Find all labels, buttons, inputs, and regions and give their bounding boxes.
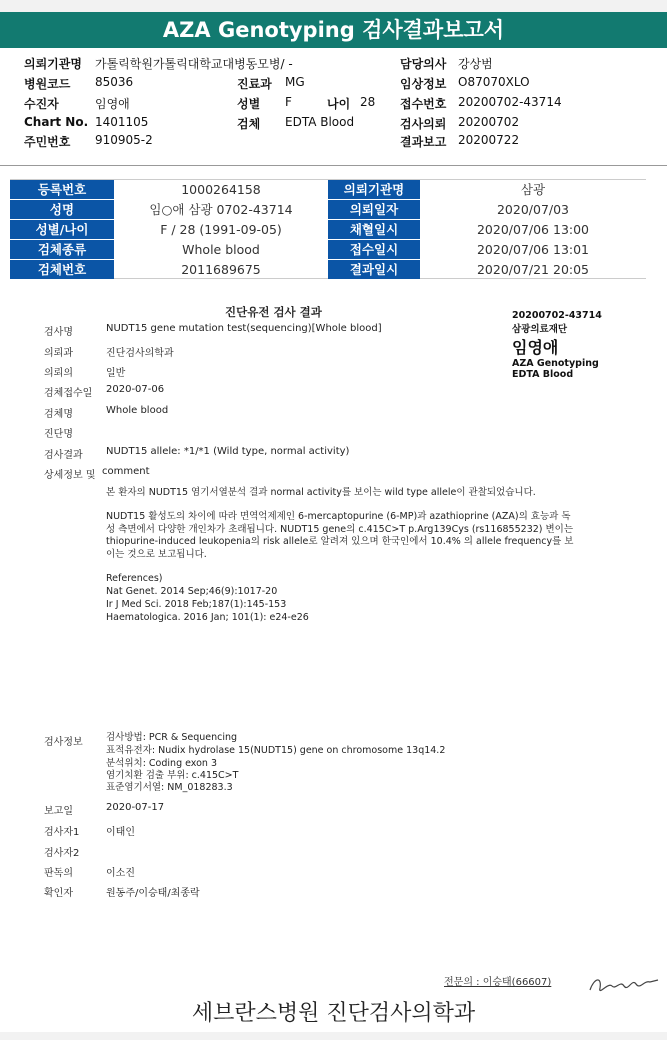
specimen-label: 검체 bbox=[237, 117, 261, 131]
chart-value: 1401105 bbox=[95, 115, 149, 129]
confirm-label: 확인자 bbox=[44, 888, 73, 899]
collector-label: 수진자 bbox=[24, 97, 59, 111]
info-label-collect: 채혈일시 bbox=[328, 220, 420, 239]
dept-value: 진단검사의학과 bbox=[106, 348, 174, 359]
received-label: 검체접수일 bbox=[44, 388, 93, 399]
confirm-value: 원동주/이승태/최종락 bbox=[106, 888, 200, 899]
tester2-label: 검사자2 bbox=[44, 848, 80, 859]
result-value: NUDT15 allele: *1/*1 (Wild type, normal activity) bbox=[106, 446, 350, 457]
info-value-collect: 2020/07/06 13:00 bbox=[476, 222, 590, 237]
signature-icon bbox=[584, 968, 664, 998]
receipt-value: 20200702-43714 bbox=[458, 95, 562, 109]
doctor-label: 의뢰의 bbox=[44, 368, 73, 379]
header-panel bbox=[0, 48, 667, 166]
reference-1: Nat Genet. 2014 Sep;46(9):1017-20 bbox=[106, 586, 278, 597]
info-value-reg: 1000264158 bbox=[181, 182, 261, 197]
info-label-reqdate: 의뢰일자 bbox=[328, 200, 420, 219]
age-value: 28 bbox=[360, 95, 376, 109]
test-name-label: 검사명 bbox=[44, 327, 73, 338]
report-label: 결과보고 bbox=[400, 135, 447, 149]
sample-stamp bbox=[512, 310, 642, 380]
detail-comment-label: comment bbox=[102, 466, 150, 477]
test-info-refseq: 표준염기서열: NM_018283.3 bbox=[106, 782, 233, 793]
dept-value: MG bbox=[285, 75, 305, 89]
stamp-test: AZA Genotyping bbox=[512, 358, 599, 369]
info-value-hospital: 삼광 bbox=[520, 182, 546, 197]
specimen-name-value: Whole blood bbox=[106, 405, 169, 416]
test-info-location: 분석위치: Coding exon 3 bbox=[106, 758, 218, 769]
result-label: 검사결과 bbox=[44, 450, 83, 461]
hospcode-value: 85036 bbox=[95, 75, 134, 89]
stamp-specimen: EDTA Blood bbox=[512, 369, 574, 380]
info-label-name: 성명 bbox=[10, 200, 114, 219]
stamp-lab: 삼광의료재단 bbox=[512, 324, 568, 335]
report-banner: AZA Genotyping 검사결과보고서 bbox=[0, 12, 667, 48]
hospcode-label: 병원코드 bbox=[24, 77, 71, 91]
reference-2: Ir J Med Sci. 2018 Feb;187(1):145-153 bbox=[106, 599, 287, 610]
clinical-label: 임상정보 bbox=[400, 77, 447, 91]
info-value-spectype: Whole blood bbox=[182, 242, 260, 257]
chart-label: Chart No. bbox=[24, 115, 89, 129]
doctor-value: 일반 bbox=[106, 368, 126, 379]
rrn-label: 주민번호 bbox=[24, 135, 71, 149]
sex-value: F bbox=[285, 95, 292, 109]
sex-label: 성별 bbox=[237, 97, 261, 111]
info-value-name: 임○애 삼광 0702-43714 bbox=[149, 202, 293, 217]
stamp-patient: 임영애 bbox=[512, 338, 559, 357]
footer-department: 세브란스병원 진단검사의학과 bbox=[191, 1001, 476, 1026]
reader-label: 판독의 bbox=[44, 868, 73, 879]
tester1-value: 이태인 bbox=[106, 827, 135, 838]
info-value-reqdate: 2020/07/03 bbox=[496, 202, 570, 217]
stamp-receipt: 20200702-43714 bbox=[512, 310, 602, 321]
info-label-reg: 등록번호 bbox=[10, 180, 114, 199]
test-info-gene: 표적유전자: Nudix hydrolase 15(NUDT15) gene on chromosome 13q14.2 bbox=[106, 745, 446, 756]
doctor-value: 강상범 bbox=[458, 57, 493, 71]
hospital-value: 가톨릭학원가톨릭대학교대병동모병/ - bbox=[95, 57, 293, 71]
info-label-sexage: 성별/나이 bbox=[10, 220, 114, 239]
clinical-value: O87070XLO bbox=[458, 75, 530, 89]
dept-label: 의뢰과 bbox=[44, 348, 73, 359]
report-date-label: 보고일 bbox=[44, 806, 73, 817]
doctor-label: 담당의사 bbox=[400, 57, 447, 71]
age-label: 나이 bbox=[327, 97, 351, 111]
specimen-name-label: 검체명 bbox=[44, 409, 73, 420]
info-label-hospital: 의뢰기관명 bbox=[328, 180, 420, 199]
test-info-site: 염기치환 검출 부위: c.415C>T bbox=[106, 770, 239, 781]
reader-value: 이소진 bbox=[106, 868, 135, 879]
info-value-received: 2020/07/06 13:01 bbox=[476, 242, 590, 257]
info-value-resultdate: 2020/07/21 20:05 bbox=[476, 262, 590, 277]
info-label-resultdate: 결과일시 bbox=[328, 260, 420, 279]
request-value: 20200702 bbox=[458, 115, 520, 129]
request-label: 검사의뢰 bbox=[400, 117, 447, 131]
hospital-label: 의뢰기관명 bbox=[24, 57, 82, 71]
test-info-label: 검사정보 bbox=[44, 737, 83, 748]
received-value: 2020-07-06 bbox=[106, 384, 165, 395]
test-info-method: 검사방법: PCR & Sequencing bbox=[106, 732, 238, 743]
info-label-spectype: 검체종류 bbox=[10, 240, 114, 259]
receipt-label: 접수번호 bbox=[400, 97, 447, 111]
test-name-value: NUDT15 gene mutation test(sequencing)[Whole blood] bbox=[106, 323, 382, 334]
references-title: References) bbox=[106, 573, 163, 584]
collector-value: 임영애 bbox=[95, 97, 130, 111]
info-value-specno: 2011689675 bbox=[181, 262, 261, 277]
comment-paragraph-2: NUDT15 활성도의 차이에 따라 면역억제제인 6-mercaptopurine (6-MP)과 azathioprine (AZA)의 효능과 독성 측면에서 다양한 개인차가 초래됩니다. NUDT15 gene의 c.415C>T p.Arg139Cys (rs116855232) 변이는 thiopurine-induced leukopenia의 risk allele로 알려져 있으며 한국인에서 10.4% 의 allele frequency를 보이는 것으로 보고됩니다. bbox=[106, 511, 574, 560]
report-value: 20200722 bbox=[458, 133, 520, 147]
reference-3: Haematologica. 2016 Jan; 101(1): e24-e26 bbox=[106, 612, 309, 623]
specimen-value: EDTA Blood bbox=[285, 115, 355, 129]
dept-label: 진료과 bbox=[237, 77, 272, 91]
comment-paragraph-1: 본 환자의 NUDT15 염기서열분석 결과 normal activity를 보이는 wild type allele이 관찰되었습니다. bbox=[106, 487, 536, 498]
info-table bbox=[10, 179, 646, 279]
info-value-sexage: F / 28 (1991-09-05) bbox=[160, 222, 282, 237]
rrn-value: 910905-2 bbox=[95, 133, 153, 147]
diagnosis-label: 진단명 bbox=[44, 429, 73, 440]
report-title: 진단유전 검사 결과 bbox=[225, 305, 322, 319]
info-label-specno: 검체번호 bbox=[10, 260, 114, 279]
report-date-value: 2020-07-17 bbox=[106, 802, 165, 813]
tester1-label: 검사자1 bbox=[44, 827, 80, 838]
specialist-signature-line: 전문의 : 이승태(66607) bbox=[444, 977, 552, 988]
detail-label: 상세정보 및 bbox=[44, 470, 96, 481]
info-label-received: 접수일시 bbox=[328, 240, 420, 259]
